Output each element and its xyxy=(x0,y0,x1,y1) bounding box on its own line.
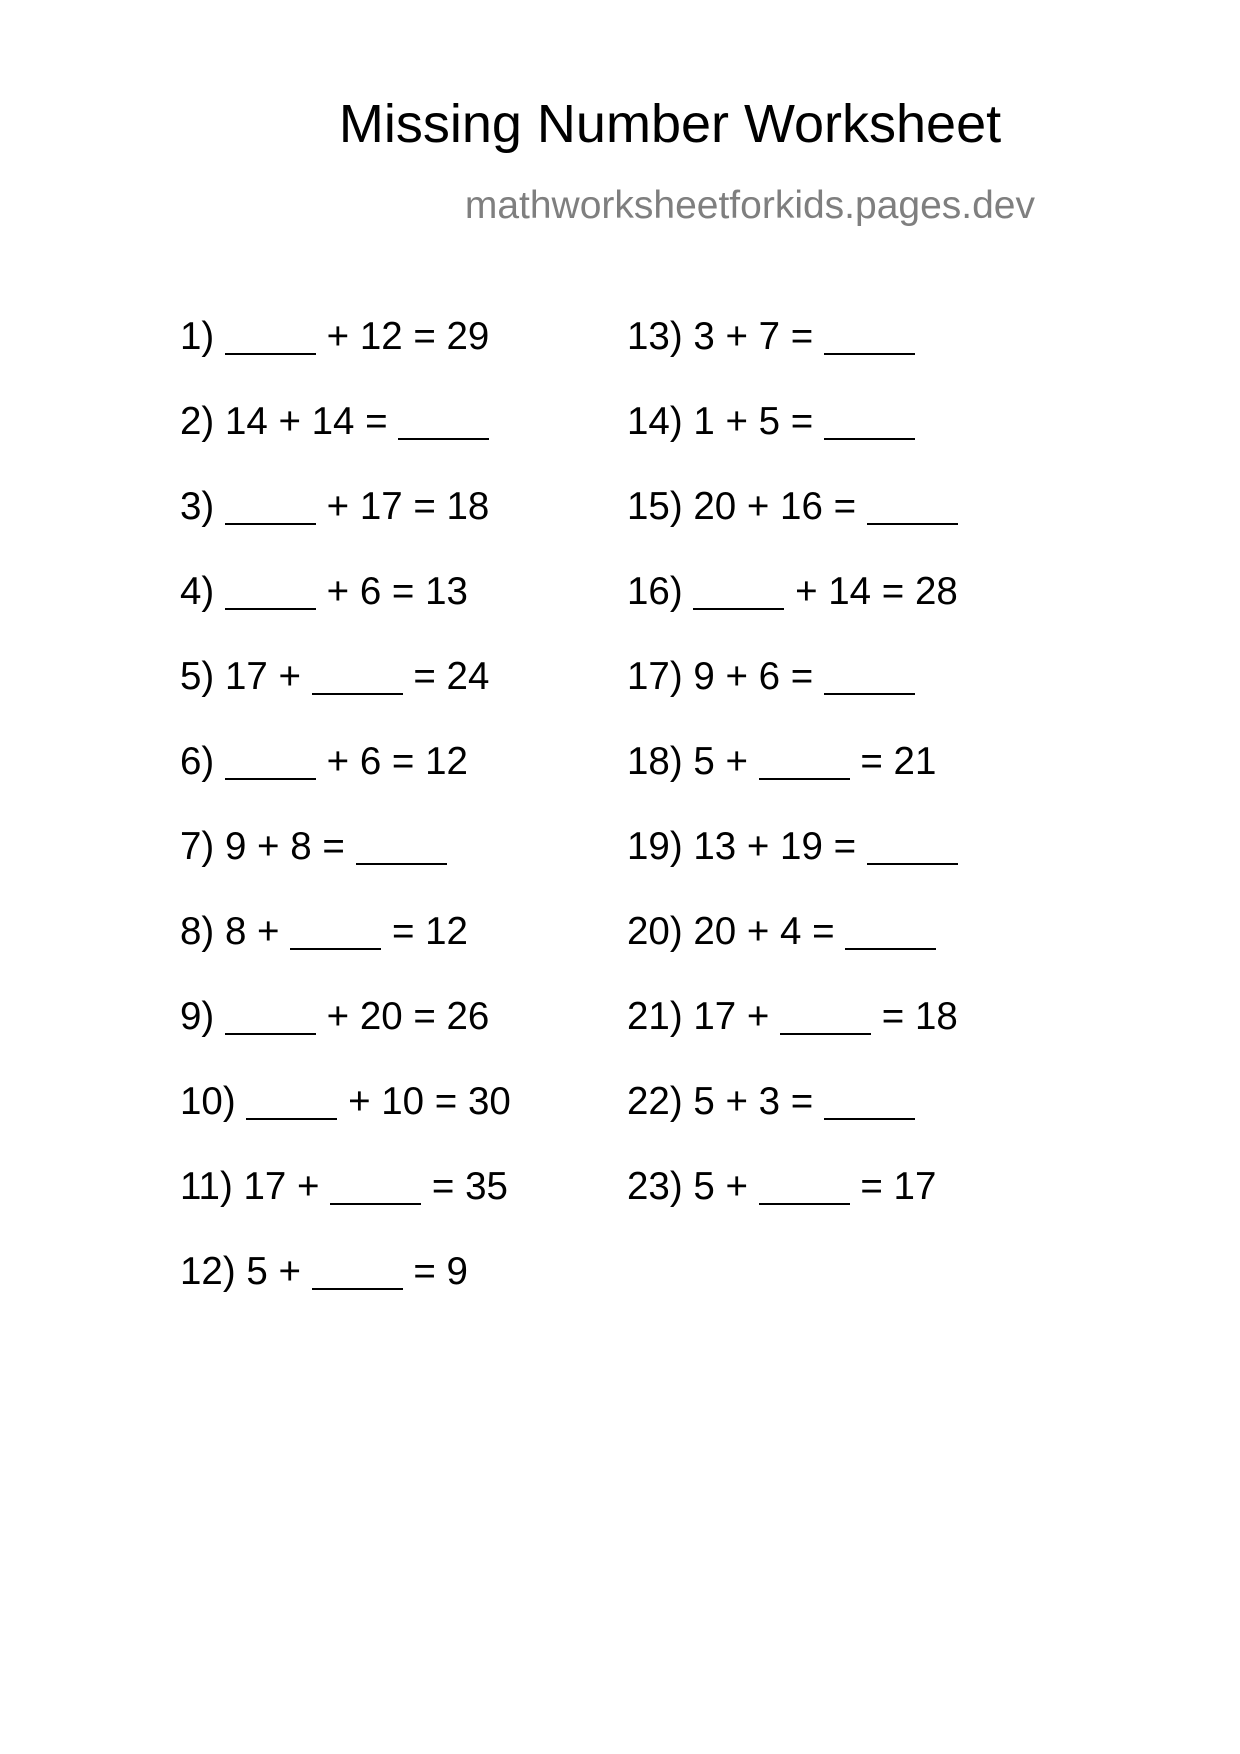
problem-text-after: + 10 = 30 xyxy=(348,1080,511,1123)
problem-text-after: = 12 xyxy=(391,910,468,953)
answer-blank[interactable] xyxy=(312,1252,403,1290)
problem-number: 11) xyxy=(180,1165,233,1208)
problem-number: 6) xyxy=(180,740,215,783)
problem-text-before: 13 + 19 = xyxy=(693,825,857,868)
problem-number: 20) xyxy=(627,910,683,953)
problem-number: 15) xyxy=(627,485,683,528)
problem-number: 9) xyxy=(180,995,215,1038)
problem-item xyxy=(627,567,958,652)
answer-blank[interactable] xyxy=(330,1167,421,1205)
problem-text-before: 5 + xyxy=(246,1250,301,1293)
problem-item xyxy=(627,907,958,992)
problem-number: 12) xyxy=(180,1250,236,1293)
problems-column-left xyxy=(180,312,511,1332)
problem-number: 5) xyxy=(180,655,215,698)
answer-blank[interactable] xyxy=(225,487,316,525)
problem-number: 17) xyxy=(627,655,683,698)
problem-number: 13) xyxy=(627,315,683,358)
problem-text-before: 17 + xyxy=(693,995,770,1038)
answer-blank[interactable] xyxy=(312,657,403,695)
problem-text-after: = 9 xyxy=(413,1250,468,1293)
problem-item xyxy=(180,992,511,1077)
problem-item xyxy=(627,737,958,822)
answer-blank[interactable] xyxy=(246,1082,337,1120)
answer-blank[interactable] xyxy=(759,1167,850,1205)
answer-blank[interactable] xyxy=(845,912,936,950)
problem-text-before: 5 + xyxy=(693,1165,748,1208)
problem-text-before: 14 + 14 = xyxy=(224,400,388,443)
problem-text-before: 1 + 5 = xyxy=(693,400,814,443)
problem-item xyxy=(180,822,511,907)
problem-number: 21) xyxy=(627,995,683,1038)
problem-item xyxy=(627,482,958,567)
problem-item xyxy=(180,652,511,737)
problem-text-after: = 24 xyxy=(413,655,490,698)
problem-text-after: = 18 xyxy=(881,995,958,1038)
problem-text-before: 8 + xyxy=(224,910,280,953)
problem-text-before: 17 + xyxy=(243,1165,320,1208)
answer-blank[interactable] xyxy=(356,827,447,865)
answer-blank[interactable] xyxy=(225,572,316,610)
answer-blank[interactable] xyxy=(867,487,958,525)
problem-number: 1) xyxy=(180,315,215,358)
problem-number: 14) xyxy=(627,400,683,443)
answer-blank[interactable] xyxy=(780,997,871,1035)
problem-number: 22) xyxy=(627,1080,683,1123)
problem-text-before: 3 + 7 = xyxy=(693,315,814,358)
problem-item xyxy=(627,1077,958,1162)
problem-number: 10) xyxy=(180,1080,236,1123)
answer-blank[interactable] xyxy=(867,827,958,865)
problem-text-after: + 17 = 18 xyxy=(326,485,490,528)
problem-text-before: 5 + 3 = xyxy=(693,1080,814,1123)
problem-item xyxy=(180,312,511,397)
problem-item xyxy=(627,1162,958,1247)
page-title: Missing Number Worksheet xyxy=(338,94,1002,154)
problem-item xyxy=(180,907,511,992)
problem-text-after: = 21 xyxy=(860,740,937,783)
problem-number: 8) xyxy=(180,910,215,953)
problem-text-before: 9 + 6 = xyxy=(693,655,814,698)
problem-number: 4) xyxy=(180,570,215,613)
problem-item xyxy=(627,652,958,737)
problem-text-after: + 6 = 13 xyxy=(326,570,468,613)
problem-item xyxy=(180,1077,511,1162)
problem-item xyxy=(180,482,511,567)
site-url: mathworksheetforkids.pages.dev xyxy=(464,184,1035,227)
problem-item xyxy=(627,822,958,907)
answer-blank[interactable] xyxy=(693,572,784,610)
answer-blank[interactable] xyxy=(225,742,316,780)
answer-blank[interactable] xyxy=(824,657,915,695)
answer-blank[interactable] xyxy=(225,317,316,355)
answer-blank[interactable] xyxy=(824,317,915,355)
problem-item xyxy=(180,397,511,482)
problem-number: 7) xyxy=(180,825,215,868)
problem-text-after: + 12 = 29 xyxy=(326,315,490,358)
problem-item xyxy=(627,397,958,482)
problem-text-before: 20 + 16 = xyxy=(693,485,857,528)
problem-item xyxy=(180,1162,511,1247)
problem-number: 2) xyxy=(180,400,215,443)
problem-number: 23) xyxy=(627,1165,683,1208)
problem-number: 16) xyxy=(627,570,683,613)
answer-blank[interactable] xyxy=(824,402,915,440)
problem-text-after: = 35 xyxy=(431,1165,508,1208)
problem-text-before: 9 + 8 = xyxy=(224,825,345,868)
problem-text-after: + 14 = 28 xyxy=(795,570,958,613)
answer-blank[interactable] xyxy=(225,997,316,1035)
problem-item xyxy=(180,737,511,822)
answer-blank[interactable] xyxy=(290,912,381,950)
problem-number: 19) xyxy=(627,825,683,868)
problem-text-before: 5 + xyxy=(693,740,748,783)
answer-blank[interactable] xyxy=(824,1082,915,1120)
problem-item xyxy=(180,567,511,652)
problem-item xyxy=(180,1247,511,1332)
problem-text-before: 17 + xyxy=(224,655,301,698)
problem-text-after: = 17 xyxy=(860,1165,937,1208)
problem-number: 18) xyxy=(627,740,683,783)
problem-item xyxy=(627,992,958,1077)
answer-blank[interactable] xyxy=(759,742,850,780)
problem-item xyxy=(627,312,958,397)
problems-column-right xyxy=(627,312,958,1247)
problem-text-after: + 6 = 12 xyxy=(326,740,468,783)
answer-blank[interactable] xyxy=(398,402,489,440)
problem-number: 3) xyxy=(180,485,215,528)
problem-text-after: + 20 = 26 xyxy=(326,995,490,1038)
problem-text-before: 20 + 4 = xyxy=(693,910,835,953)
